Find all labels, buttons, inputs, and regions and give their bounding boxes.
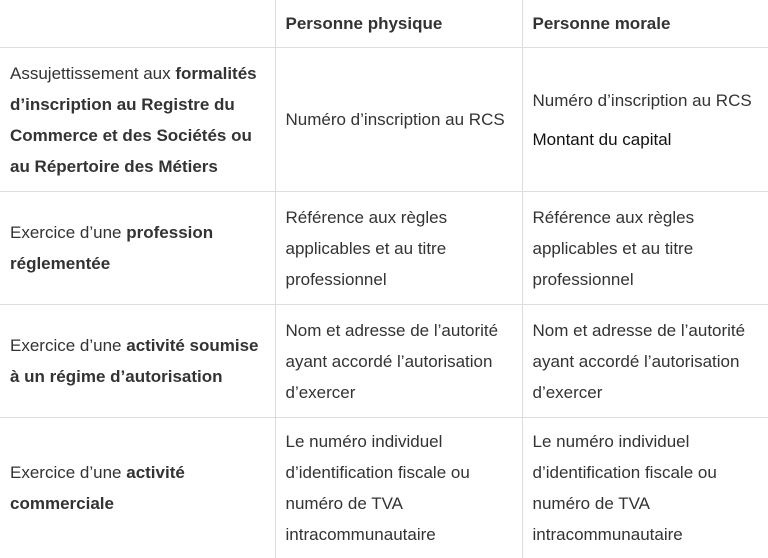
label-prefix: Exercice d’une — [10, 336, 126, 355]
cell-morale: Le numéro individuel d’identification fiscale ou numéro de TVA intracommunautaire — [522, 418, 768, 558]
cell-morale-extra: Montant du capital — [533, 124, 759, 155]
cell-morale: Référence aux règles applicables et au titre professionnel — [522, 192, 768, 305]
row-label — [0, 192, 275, 305]
header-row — [0, 0, 768, 48]
cell-physique: Le numéro individuel d’identification fiscale ou numéro de TVA intracommunautaire — [275, 418, 522, 558]
table-row — [0, 418, 768, 558]
cell-morale-text: Numéro d’inscription au RCS — [533, 85, 759, 116]
table-row — [0, 305, 768, 418]
row-label — [0, 418, 275, 558]
cell-physique: Numéro d’inscription au RCS — [275, 48, 522, 192]
label-bold: activité soumise à un régime d’autorisation — [10, 336, 259, 386]
label-prefix: Exercice d’une — [10, 223, 126, 242]
row-label — [0, 305, 275, 418]
label-prefix: Exercice d’une — [10, 463, 126, 482]
label-bold: formalités d’inscription au Registre du Commerce et des Sociétés ou au Répertoire des Métiers — [10, 64, 257, 176]
row-label — [0, 48, 275, 192]
header-empty — [0, 0, 275, 48]
label-bold: profession réglementée — [10, 223, 213, 273]
header-personne-morale: Personne morale — [522, 0, 768, 48]
label-prefix: Assujettissement aux — [10, 64, 175, 83]
cell-morale: Nom et adresse de l’autorité ayant accordé l’autorisation d’exercer — [522, 305, 768, 418]
cell-morale — [522, 48, 768, 192]
header-personne-physique: Personne physique — [275, 0, 522, 48]
label-bold: activité commerciale — [10, 463, 185, 513]
table-row — [0, 48, 768, 192]
table-row — [0, 192, 768, 305]
cell-physique: Référence aux règles applicables et au titre professionnel — [275, 192, 522, 305]
cell-physique: Nom et adresse de l’autorité ayant accordé l’autorisation d’exercer — [275, 305, 522, 418]
